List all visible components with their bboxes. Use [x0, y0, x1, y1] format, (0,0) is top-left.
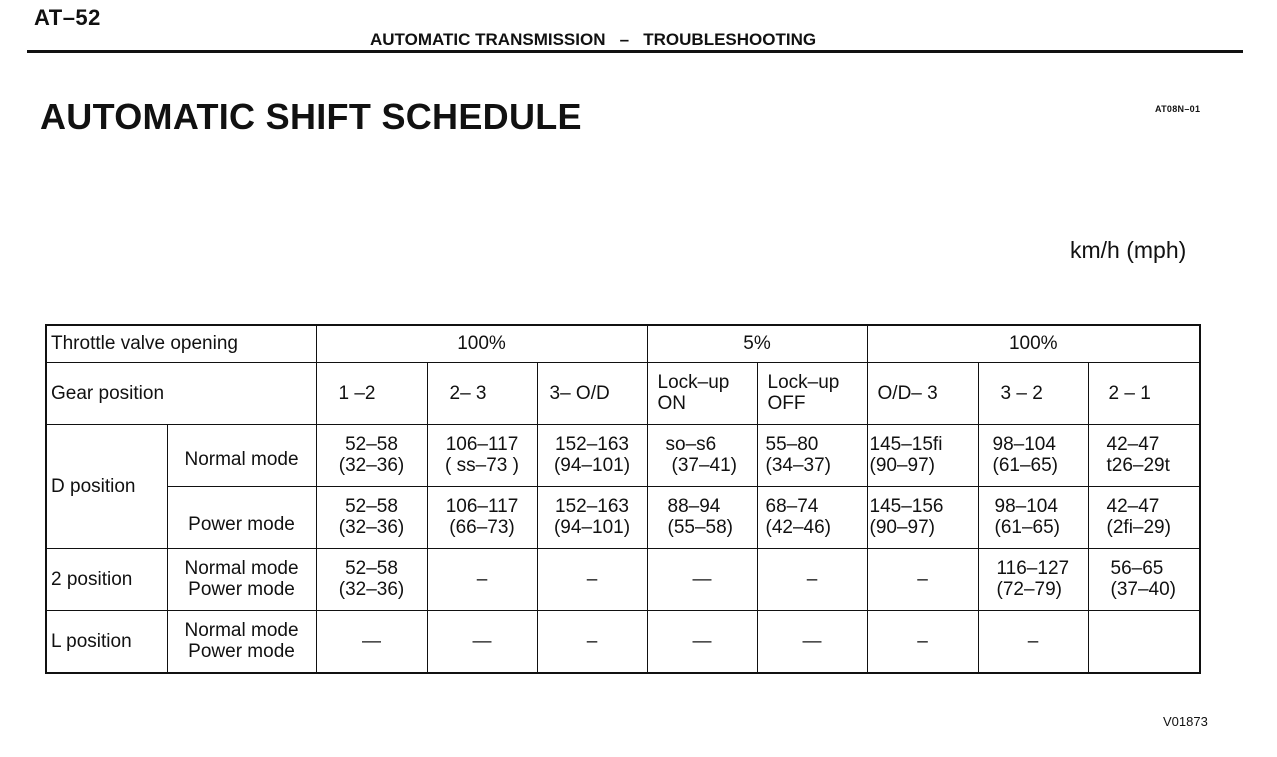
- d-power-2-3-mph: (66–73): [449, 517, 515, 538]
- throttle-group-100-upshift: 100%: [316, 325, 647, 362]
- 2-pos-3-2-kmh: 116–127: [996, 558, 1070, 579]
- l-position-normal-mode: Normal mode: [184, 620, 299, 642]
- d-normal-3-od-kmh: 152–163: [555, 434, 629, 455]
- 2-position-modes: [167, 548, 316, 610]
- gear-col-lockup-on-line-1: Lock–up: [657, 372, 730, 393]
- l-pos-2-3: —: [427, 610, 537, 673]
- running-header: AUTOMATIC TRANSMISSION – TROUBLESHOOTING: [370, 30, 817, 49]
- d-power-lockup-on-kmh: 88–94: [667, 496, 721, 517]
- d-power-1-2: [316, 486, 427, 548]
- gear-col-lockup-off: [757, 362, 867, 424]
- d-normal-3-od-mph: (94–101): [553, 455, 631, 476]
- gear-col-3-od: 3– O/D: [537, 362, 647, 424]
- throttle-label: Throttle valve opening: [46, 325, 316, 362]
- gear-col-lockup-on: [647, 362, 757, 424]
- page-number: AT–52: [34, 5, 101, 30]
- unit-label: km/h (mph): [1070, 237, 1187, 263]
- d-power-3-od: [537, 486, 647, 548]
- d-position-label: D position: [46, 424, 167, 548]
- d-normal-2-3-kmh: 106–117: [445, 434, 519, 455]
- d-power-3-2: [978, 486, 1088, 548]
- l-position-modes: [167, 610, 316, 673]
- d-normal-mode-label: Normal mode: [167, 424, 316, 486]
- section-title: AUTOMATIC SHIFT SCHEDULE: [40, 96, 582, 137]
- d-normal-lockup-on-mph: (37–41): [671, 455, 738, 476]
- 2-pos-2-1: [1088, 548, 1200, 610]
- d-position-normal-row: [46, 424, 1200, 486]
- document-code: AT08N–01: [1155, 104, 1201, 114]
- l-position-row: [46, 610, 1200, 673]
- d-power-od-3-kmh: 145–156: [869, 496, 944, 517]
- d-power-mode-label: Power mode: [167, 486, 316, 548]
- d-normal-lockup-on: [647, 424, 757, 486]
- d-normal-2-1-kmh: 42–47: [1106, 434, 1160, 455]
- 2-position-power-mode: Power mode: [188, 579, 295, 600]
- 2-pos-3-od: –: [537, 548, 647, 610]
- d-power-3-od-mph: (94–101): [553, 517, 631, 538]
- 2-position-normal-mode: Normal mode: [184, 558, 299, 579]
- d-power-lockup-off: [757, 486, 867, 548]
- l-pos-3-od: –: [537, 610, 647, 673]
- 2-pos-2-3: –: [427, 548, 537, 610]
- 2-pos-lockup-off: –: [757, 548, 867, 610]
- d-power-2-3: [427, 486, 537, 548]
- d-normal-2-3: [427, 424, 537, 486]
- d-power-3-2-kmh: 98–104: [994, 496, 1058, 517]
- 2-pos-lockup-on: —: [647, 548, 757, 610]
- d-normal-3-od: [537, 424, 647, 486]
- figure-code: V01873: [1163, 714, 1208, 729]
- 2-position-label: 2 position: [46, 548, 167, 610]
- gear-col-lockup-on-line-2: ON: [657, 393, 687, 414]
- d-normal-1-2: [316, 424, 427, 486]
- gear-col-od-3: O/D– 3: [867, 362, 978, 424]
- d-power-3-od-kmh: 152–163: [555, 496, 629, 517]
- header-rule: [27, 50, 1243, 53]
- d-normal-3-2-kmh: 98–104: [992, 434, 1056, 455]
- d-power-2-1: [1088, 486, 1200, 548]
- l-position-power-mode: Power mode: [188, 641, 295, 663]
- 2-pos-1-2: [316, 548, 427, 610]
- d-normal-2-1-mph: t26–29t: [1106, 455, 1170, 476]
- gear-col-1-2: 1 –2: [316, 362, 427, 424]
- d-power-2-1-kmh: 42–47: [1106, 496, 1160, 517]
- l-pos-3-2: –: [978, 610, 1088, 673]
- gear-col-lockup-off-line-2: OFF: [767, 393, 806, 414]
- 2-pos-1-2-kmh: 52–58: [345, 558, 398, 579]
- d-position-power-row: [46, 486, 1200, 548]
- l-pos-od-3: –: [867, 610, 978, 673]
- shift-schedule-table: [45, 324, 1201, 674]
- 2-position-row: [46, 548, 1200, 610]
- throttle-row: [46, 325, 1200, 362]
- d-power-2-3-kmh: 106–117: [445, 496, 519, 517]
- d-power-od-3-mph: (90–97): [869, 517, 936, 538]
- d-normal-od-3-mph: (90–97): [869, 455, 936, 476]
- throttle-group-100-downshift: 100%: [867, 325, 1200, 362]
- d-normal-lockup-off-mph: (34–37): [765, 455, 832, 476]
- d-normal-lockup-off: [757, 424, 867, 486]
- gear-position-label: Gear position: [46, 362, 316, 424]
- d-power-1-2-kmh: 52–58: [345, 496, 398, 517]
- 2-pos-1-2-mph: (32–36): [338, 579, 405, 600]
- d-power-od-3: [867, 486, 978, 548]
- l-pos-2-1: [1088, 610, 1200, 673]
- d-normal-1-2-mph: (32–36): [338, 455, 405, 476]
- 2-pos-2-1-kmh: 56–65: [1110, 558, 1164, 579]
- d-normal-od-3-kmh: 145–15fi: [869, 434, 943, 455]
- d-normal-2-1: [1088, 424, 1200, 486]
- d-power-1-2-mph: (32–36): [338, 517, 405, 538]
- l-pos-lockup-off: —: [757, 610, 867, 673]
- d-normal-1-2-kmh: 52–58: [345, 434, 398, 455]
- 2-pos-3-2: [978, 548, 1088, 610]
- throttle-group-5-lockup: 5%: [647, 325, 867, 362]
- d-power-2-1-mph: (2fi–29): [1106, 517, 1171, 538]
- l-pos-1-2: —: [316, 610, 427, 673]
- l-pos-lockup-on: —: [647, 610, 757, 673]
- d-normal-lockup-on-kmh: so–s6: [665, 434, 717, 455]
- gear-position-row: [46, 362, 1200, 424]
- d-power-lockup-on-mph: (55–58): [667, 517, 734, 538]
- gear-col-2-3: 2– 3: [427, 362, 537, 424]
- l-position-label: L position: [46, 610, 167, 673]
- d-normal-od-3: [867, 424, 978, 486]
- 2-pos-od-3: –: [867, 548, 978, 610]
- 2-pos-2-1-mph: (37–40): [1110, 579, 1177, 600]
- d-power-lockup-off-mph: (42–46): [765, 517, 832, 538]
- d-normal-3-2-mph: (61–65): [992, 455, 1059, 476]
- d-normal-lockup-off-kmh: 55–80: [765, 434, 819, 455]
- d-normal-3-2: [978, 424, 1088, 486]
- gear-col-lockup-off-line-1: Lock–up: [767, 372, 840, 393]
- d-power-3-2-mph: (61–65): [994, 517, 1061, 538]
- d-power-lockup-off-kmh: 68–74: [765, 496, 819, 517]
- d-power-lockup-on: [647, 486, 757, 548]
- gear-col-2-1: 2 – 1: [1088, 362, 1200, 424]
- gear-col-3-2: 3 – 2: [978, 362, 1088, 424]
- d-normal-2-3-mph: ( ss–73 ): [445, 455, 519, 476]
- 2-pos-3-2-mph: (72–79): [996, 579, 1063, 600]
